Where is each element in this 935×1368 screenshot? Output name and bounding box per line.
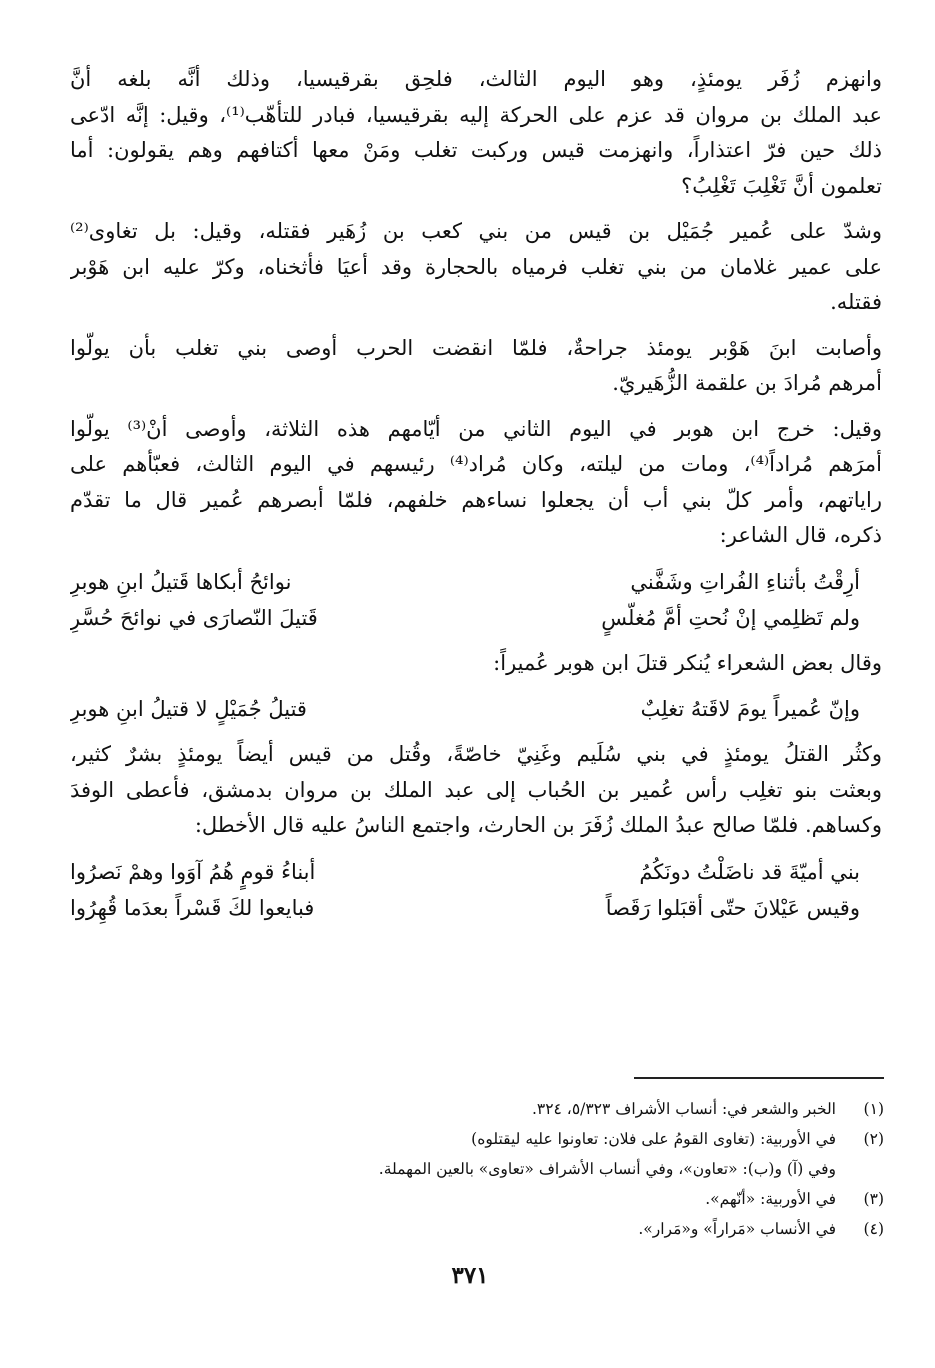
paragraph-2 — [70, 214, 882, 321]
verse-first-hemistich: وإنّ عُميراً يومَ لاقَتهُ تغلِبٌ — [640, 697, 860, 721]
footnote-number: (٢) — [863, 1130, 884, 1148]
text-line: وكساهم. فلمّا صالح عبدُ الملك زُفَرَ بن الحارث، واجتمع الناسُ عليه قال الأخطل: — [194, 813, 882, 837]
paragraph-1 — [70, 62, 882, 204]
verse-second-hemistich: قَتيلَ النّصارَى في نوائحَ حُسَّرِ — [70, 605, 318, 630]
footnote — [300, 1214, 884, 1244]
footnote-number: (١) — [863, 1100, 884, 1118]
verse-second-hemistich: قتيلُ جُمَيْلٍ لا قتيلُ ابنِ هوبرِ — [70, 697, 307, 721]
footnote-text: في الأوربية: «أنّهم». — [705, 1190, 836, 1208]
footnote — [300, 1094, 884, 1124]
page-number: ٣٧١ — [451, 1262, 489, 1289]
footnote-number: (٤) — [863, 1220, 884, 1238]
footnote-text: في الأنساب «مَراراً» و«مَرار». — [638, 1220, 836, 1238]
verse-first-hemistich: أرِقْتُ بأثناءِ الفُراتِ وشَفَّني — [630, 569, 860, 594]
verse-first-hemistich: وقيس عَيْلانَ حتّى أقبَلوا رَقَصاً — [605, 895, 860, 920]
page-body — [70, 62, 882, 936]
verse-line — [70, 564, 882, 600]
text-line: وبعثت بنو تغلِب رأس عُمير بن الحُباب إلى عبد الملك بن مروان بدمشق، فأعطى الوفدَ — [70, 777, 882, 802]
text-line: راياتهم، وأمر كلّ بني أب أن يجعلوا نساءهم خلفهم، فلمّا أبصرهم عُمير قال ما تقدّم — [70, 487, 882, 512]
text-line: ذكره، قال الشاعر: — [719, 523, 882, 547]
verse-first-hemistich: ولم تَظلِمي إنْ نُحتِ أمَّ مُغلّسٍ — [601, 605, 860, 630]
footnote-text: في الأوربية: (تغاوى القومُ على فلان: تعاونوا عليه ليقتلوه) — [471, 1130, 836, 1148]
text-line: عبد الملك بن مروان قد عزم على الحركة إليه بقرقيسيا، فبادر للتأهّب⁽¹⁾، وقيل: إنَّه ادّعى — [70, 102, 882, 127]
poem-3 — [70, 854, 882, 926]
verse-second-hemistich: نوائحُ أبكاها قَتيلُ ابنِ هوبرِ — [70, 569, 292, 594]
verse-line — [70, 600, 882, 636]
text-line: تعلمون أنَّ تَغْلِبَ تَغْلِبُ؟ — [681, 173, 882, 198]
poem-2-intro — [70, 646, 882, 682]
verse-line — [70, 691, 882, 727]
footnote-text: وفي (آ) و(ب): «تعاون»، وفي أنساب الأشراف «تعاوى» بالعين المهملة. — [378, 1160, 836, 1178]
footnote-number: (٣) — [863, 1190, 884, 1208]
poem-2 — [70, 691, 882, 727]
text-line: أمرهم مُرادَ بن علقمة الزُّهَيريّ. — [612, 371, 882, 395]
text-line: وشدّ على عُمير جُمَيْل بن قيس من بني كعب بن زُهَير فقتله، وقيل: بل تغاوى⁽²⁾ — [70, 219, 882, 243]
paragraph-5 — [70, 737, 882, 844]
text-line: وأصابت ابنَ هَوْبر يومئذ جراحةٌ، فلمّا انقضت الحرب أوصى بني تغلب بأن يولّوا — [70, 335, 882, 360]
poem-1 — [70, 564, 882, 636]
footnote-continuation — [300, 1154, 884, 1184]
text-line: وقال بعض الشعراء يُنكر قتلَ ابن هوبر عُميراً: — [493, 650, 882, 675]
text-line: ذلك حين فرّ اعتذاراً، وانهزمت قيس وركبت تغلب ومَنْ معها أكتافهم وهم يقولون: أما — [70, 138, 882, 162]
text-line: وانهزم زُفَر يومئذٍ، وهو اليوم الثالث، فلحِق بقرقيسيا، وذلك أنَّه بلغه أنَّ — [70, 67, 882, 91]
verse-line — [70, 854, 882, 890]
text-line: أمرَهم مُراداً⁽⁴⁾، ومات من ليلته، وكان مُراد⁽⁴⁾ رئيسهم في اليوم الثالث، فعبّأهم على — [70, 452, 882, 476]
verse-second-hemistich: أبناءُ قومٍ هُمُ آوَوا وهمْ نَصرُوا — [70, 859, 316, 884]
paragraph-4 — [70, 412, 882, 554]
text-line: على عمير غلامان من بني تغلب فرمياه بالحجارة وقد أعيَا فأثخناه، وكرّ عليه ابن هَوْبر — [70, 254, 882, 279]
verse-second-hemistich: فبايعوا لكَ قَسْراً بعدَما قُهِرُوا — [70, 895, 315, 920]
footnotes — [300, 1094, 884, 1244]
text-line: وقيل: خرج ابن هوبر في اليوم الثاني من أيّامهم هذه الثلاثة، وأوصى أنْ⁽³⁾ يولّوا — [70, 416, 882, 441]
text-line: وكثُر القتلُ يومئذٍ في بني سُلَيم وغَنِيّ خاصّةً، وقُتل من قيس أيضاً يومئذٍ بشرٌ كثير، — [70, 742, 882, 766]
verse-line — [70, 890, 882, 926]
text-line: فقتله. — [830, 290, 882, 314]
footnote-separator — [634, 1077, 884, 1079]
footnote — [300, 1124, 884, 1154]
paragraph-3 — [70, 331, 882, 402]
verse-first-hemistich: بني أميّةَ قد ناضَلْتُ دونَكُمُ — [639, 859, 860, 884]
footnote — [300, 1184, 884, 1214]
footnote-text: الخبر والشعر في: أنساب الأشراف ٥/٣٢٣، ٣٢٤. — [531, 1100, 836, 1118]
